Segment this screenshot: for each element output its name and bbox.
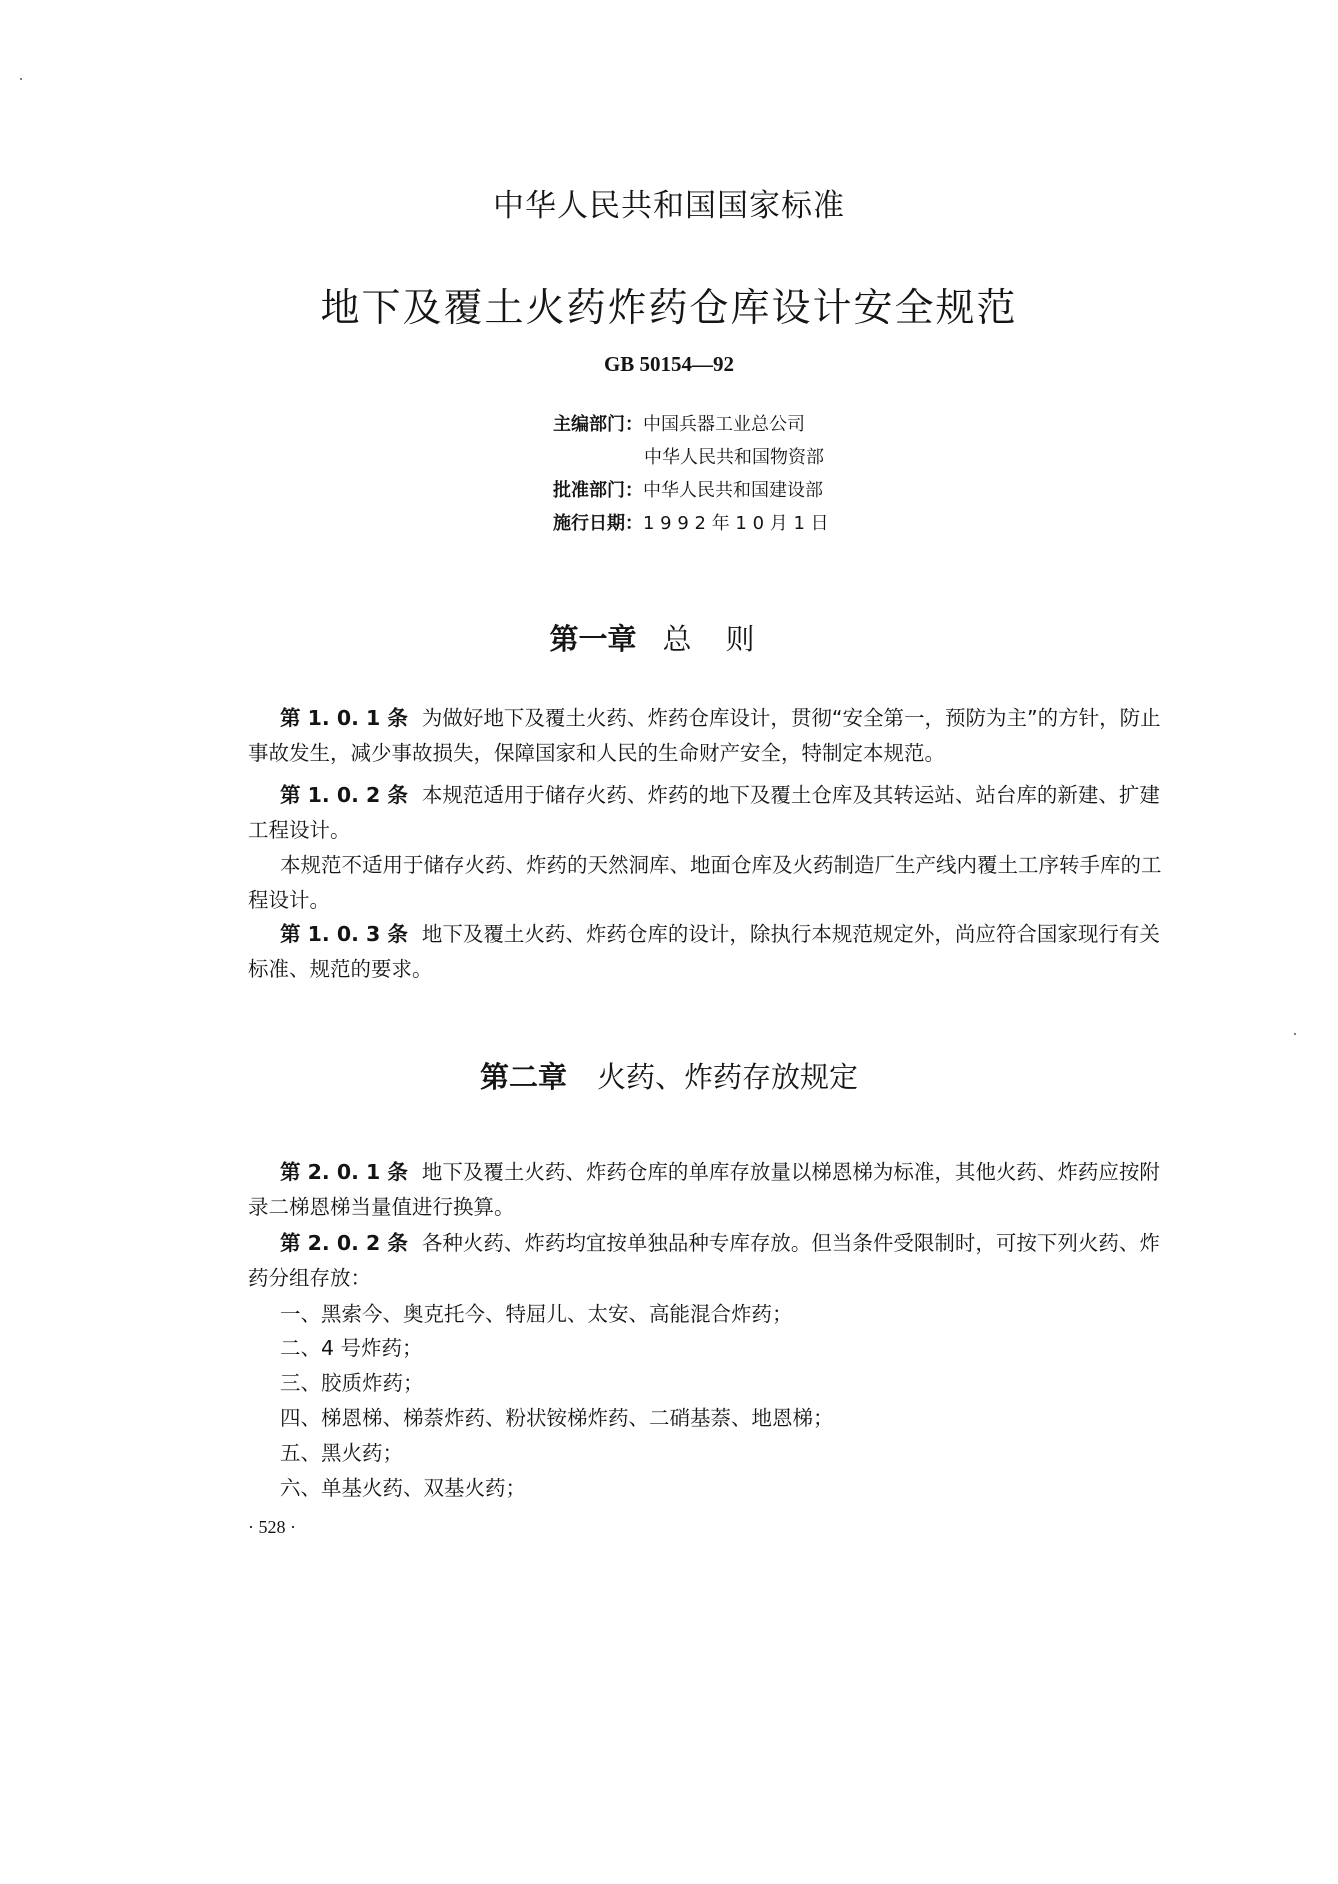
chapter-number: 第一章 — [549, 622, 637, 656]
approver-value: 中华人民共和国建设部 — [643, 480, 823, 501]
chapter-2-heading — [0, 1055, 1338, 1096]
scan-speck — [20, 78, 22, 80]
editor-value-2: 中华人民共和国物资部 — [644, 447, 824, 468]
article-1-0-1 — [248, 701, 1168, 771]
chapter-number: 第二章 — [479, 1060, 567, 1094]
article-text: 本规范不适用于储存火药、炸药的天然洞库、地面仓库及火药制造厂生产线内覆土工序转手库的工程设计。 — [248, 853, 1162, 912]
article-1-0-3 — [248, 917, 1168, 987]
article-text: 地下及覆土火药、炸药仓库的设计，除执行本规范规定外，尚应符合国家现行有关标准、规范的要求。 — [248, 922, 1160, 981]
list-item: 六、单基火药、双基火药； — [280, 1476, 526, 1500]
article-1-0-2 — [248, 778, 1168, 848]
chapter-name: 总则 — [662, 622, 789, 656]
article-number: 第 2. 0. 2 条 — [280, 1231, 408, 1255]
article-number: 第 2. 0. 1 条 — [280, 1160, 408, 1184]
document-meta — [553, 408, 829, 540]
editor-label: 主编部门： — [553, 414, 643, 435]
date-value: 1 9 9 2 年 1 0 月 1 日 — [643, 513, 829, 534]
chapter-1-heading — [0, 617, 1338, 658]
article-1-0-2-note — [248, 848, 1168, 918]
page-number: · 528 · — [248, 1517, 296, 1537]
editor-row — [553, 408, 829, 441]
article-text: 本规范适用于储存火药、炸药的地下及覆土仓库及其转运站、站台库的新建、扩建工程设计。 — [248, 783, 1160, 842]
article-2-0-2 — [248, 1226, 1168, 1296]
chapter-name: 火药、炸药存放规定 — [597, 1060, 859, 1094]
document-title: 地下及覆土火药炸药仓库设计安全规范 — [320, 286, 1018, 331]
date-row — [553, 507, 829, 540]
list-item: 一、黑索今、奥克托今、特屈儿、太安、高能混合炸药； — [280, 1302, 793, 1326]
article-number: 第 1. 0. 3 条 — [280, 922, 408, 946]
list-item: 四、梯恩梯、梯萘炸药、粉状铵梯炸药、二硝基萘、地恩梯； — [280, 1406, 834, 1430]
standard-code: GB 50154—92 — [603, 352, 735, 376]
date-label: 施行日期： — [553, 513, 643, 534]
article-2-0-1 — [248, 1155, 1168, 1225]
list-item: 二、4 号炸药； — [280, 1336, 423, 1360]
article-number: 第 1. 0. 1 条 — [280, 706, 408, 730]
article-number: 第 1. 0. 2 条 — [280, 783, 408, 807]
standard-label: 中华人民共和国国家标准 — [493, 188, 845, 224]
approver-row — [553, 474, 829, 507]
article-text: 地下及覆土火药、炸药仓库的单库存放量以梯恩梯为标准，其他火药、炸药应按附录二梯恩梯当量值进行换算。 — [248, 1160, 1160, 1219]
list-item: 五、黑火药； — [280, 1441, 403, 1465]
approver-label: 批准部门： — [553, 480, 643, 501]
article-text: 各种火药、炸药均宜按单独品种专库存放。但当条件受限制时，可按下列火药、炸药分组存放： — [248, 1231, 1160, 1290]
editor-value-1: 中国兵器工业总公司 — [643, 414, 805, 435]
article-text: 为做好地下及覆土火药、炸药仓库设计，贯彻“安全第一，预防为主”的方针，防止事故发生，减少事故损失，保障国家和人民的生命财产安全，特制定本规范。 — [248, 706, 1161, 765]
scan-speck — [1294, 1033, 1296, 1035]
list-item: 三、胶质炸药； — [280, 1371, 424, 1395]
